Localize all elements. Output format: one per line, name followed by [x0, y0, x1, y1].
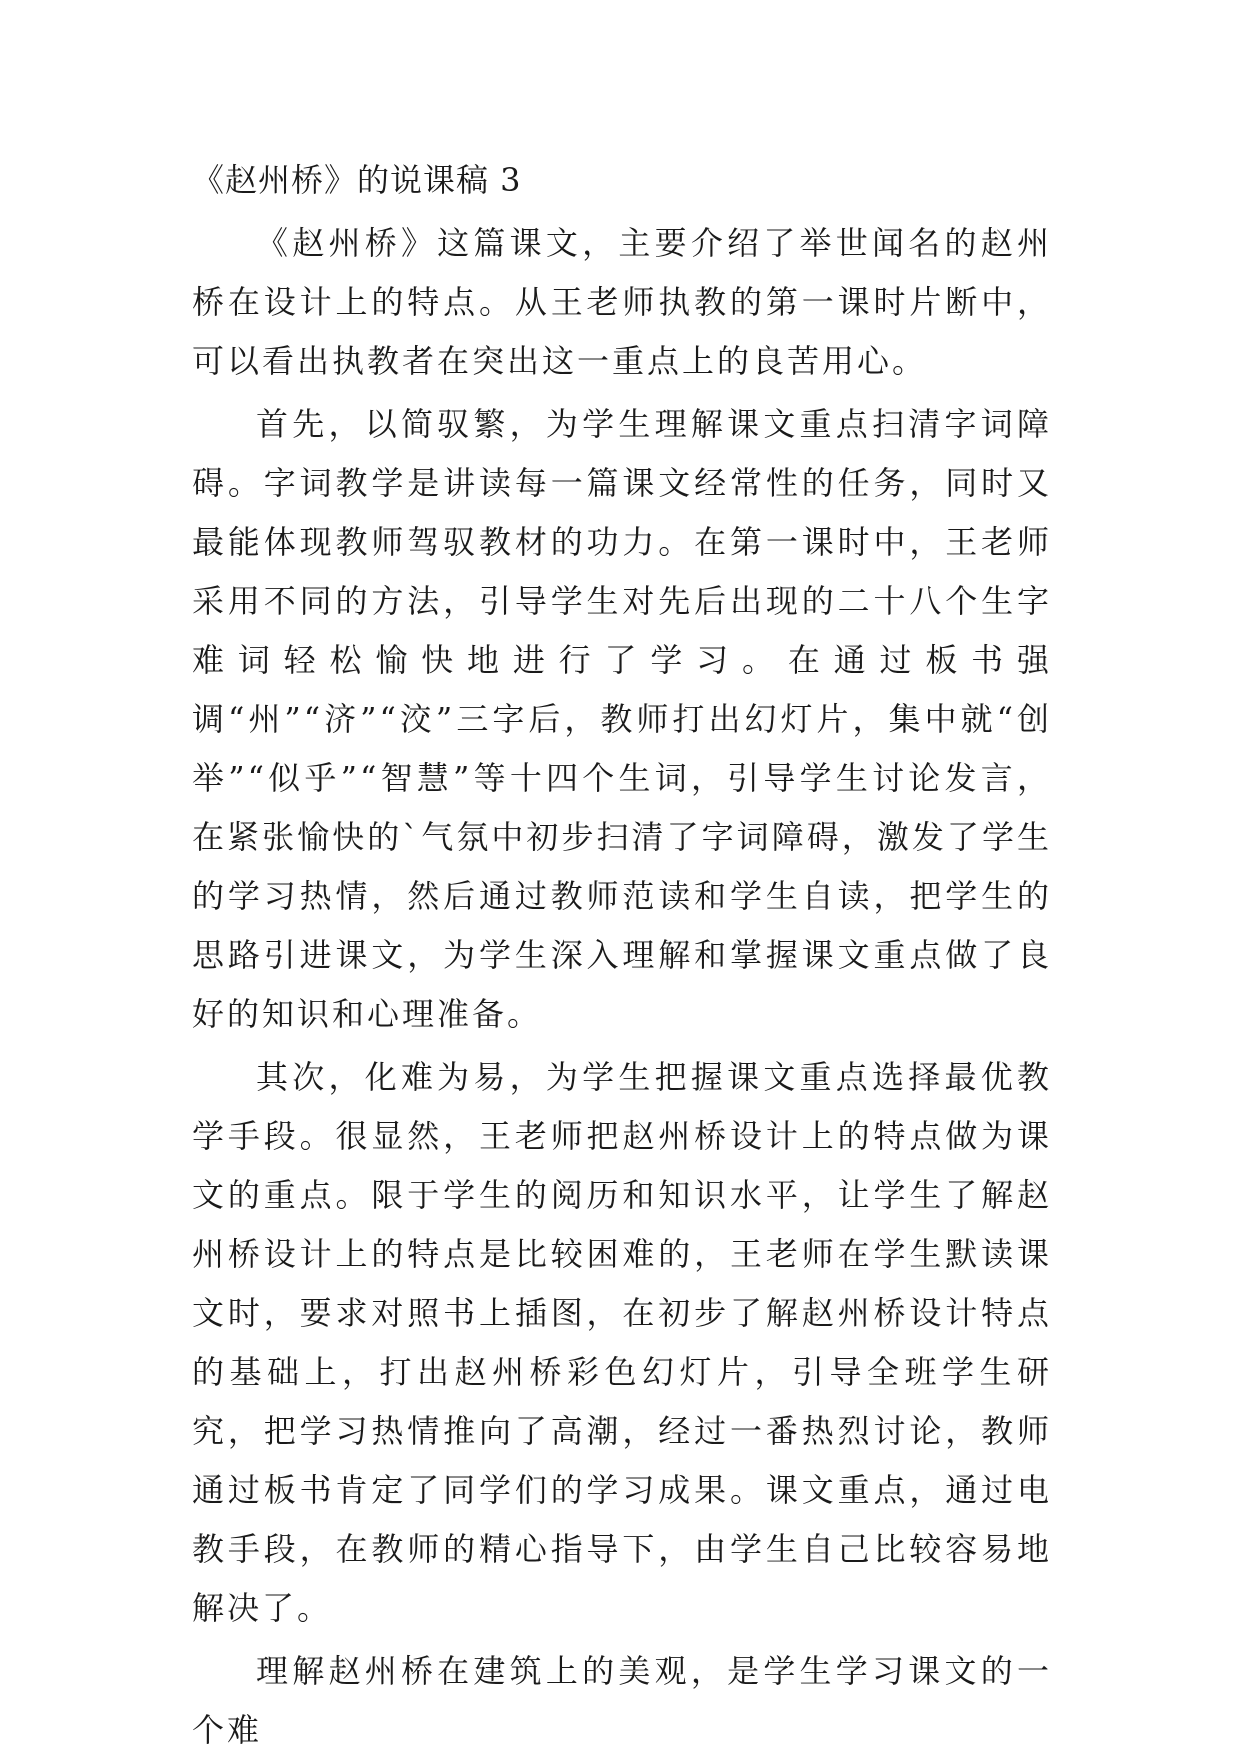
- paragraph-intro: 《赵州桥》这篇课文，主要介绍了举世闻名的赵州桥在设计上的特点。从王老师执教的第一课时片断中，可以看出执教者在突出这一重点上的良苦用心。: [192, 224, 1052, 380]
- paragraph-third-point: 理解赵州桥在建筑上的美观，是学生学习课文的一个难: [192, 1652, 1052, 1749]
- paragraph-second-point: 其次，化难为易，为学生把握课文重点选择最优教学手段。很显然，王老师把赵州桥设计上的特点做为课文的重点。限于学生的阅历和知识水平，让学生了解赵州桥设计上的特点是比较困难的，王老师在学生默读课文时，要求对照书上插图，在初步了解赵州桥设计特点的基础上，打出赵州桥彩色幻灯片，引导全班学生研究，把学习热情推向了高潮，经过一番热烈讨论，教师通过板书肯定了同学们的学习成果。课文重点，通过电教手段，在教师的精心指导下，由学生自己比较容易地解决了。: [192, 1058, 1052, 1627]
- document-page: [192, 160, 1052, 1764]
- document-title: 《赵州桥》的说课稿 3: [192, 161, 522, 199]
- paragraph-first-point: 首先，以简驭繁，为学生理解课文重点扫清字词障碍。字词教学是讲读每一篇课文经常性的任务，同时又最能体现教师驾驭教材的功力。在第一课时中，王老师采用不同的方法，引导学生对先后出现的二十八个生字难词轻松愉快地进行了学习。在通过板书强调“州”“济”“洨”三字后，教师打出幻灯片，集中就“创举”“似乎”“智慧”等十四个生词，引导学生讨论发言，在紧张愉快的`气氛中初步扫清了字词障碍，激发了学生的学习热情，然后通过教师范读和学生自读，把学生的思路引进课文，为学生深入理解和掌握课文重点做了良好的知识和心理准备。: [192, 405, 1052, 1033]
